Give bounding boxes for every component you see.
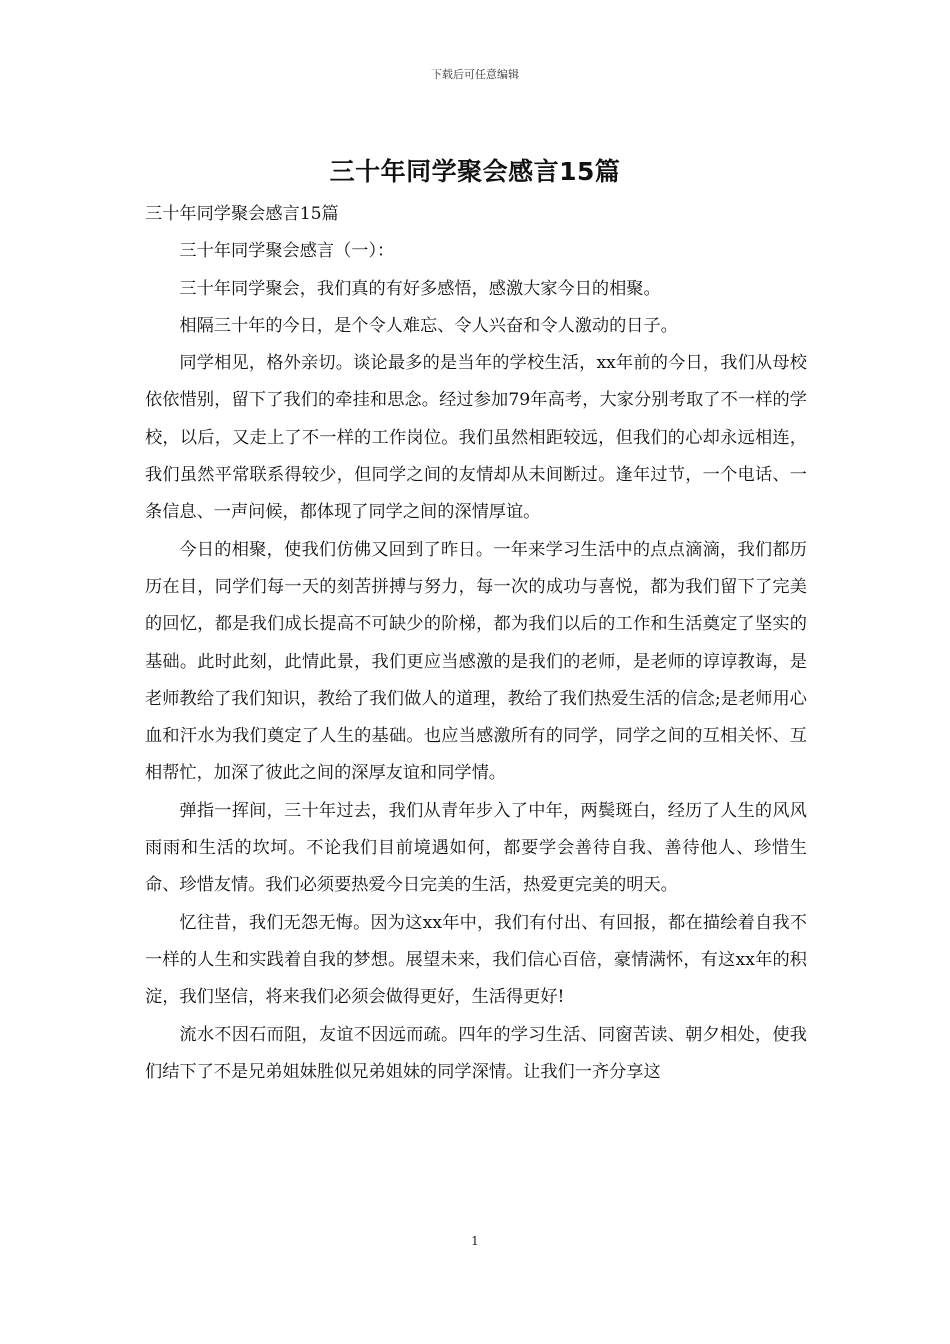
paragraph: 相隔三十年的今日，是个令人难忘、令人兴奋和令人激动的日子。 (179, 315, 678, 336)
paragraph: 弹指一挥间，三十年过去，我们从青年步入了中年，两鬓斑白，经历了人生的风风雨雨和生活的坎坷。不论我们目前境遇如何，都要学会善待自我、善待他人、珍惜生命、珍惜友情。我们必须要热爱今日完美的生活，热爱更完美的明天。 (145, 800, 807, 896)
paragraph: 同学相见，格外亲切。谈论最多的是当年的学校生活，xx年前的今日，我们从母校依依惜别，留下了我们的牵挂和思念。经过参加79年高考，大家分别考取了不一样的学校，以后，又走上了不一样的工作岗位。我们虽然相距较远，但我们的心却永远相连，我们虽然平常联系得较少，但同学之间的友情却从未间断过。逢年过节，一个电话、一条信息、一声问候，都体现了同学之间的深情厚谊。 (145, 353, 807, 523)
paragraph: 流水不因石而阻，友谊不因远而疏。四年的学习生活、同窗苦读、朝夕相处，使我们结下了不是兄弟姐妹胜似兄弟姐妹的同学深情。让我们一齐分享这 (145, 1024, 807, 1082)
paragraph: 三十年同学聚会，我们真的有好多感悟，感激大家今日的相聚。 (179, 278, 661, 299)
paragraph: 今日的相聚，使我们仿佛又回到了昨日。一年来学习生活中的点点滴滴，我们都历历在目，同学们每一天的刻苦拼搏与努力，每一次的成功与喜悦，都为我们留下了完美的回忆，都是我们成长提高不可缺少的阶梯，都为我们以后的工作和生活奠定了坚实的基础。此时此刻，此情此景，我们更应当感激的是我们的老师，是老师的谆谆教诲，是老师教给了我们知识，教给了我们做人的道理，教给了我们热爱生活的信念;是老师用心血和汗水为我们奠定了人生的基础。也应当感激所有的同学，同学之间的互相关怀、互相帮忙，加深了彼此之间的深厚友谊和同学情。 (145, 539, 807, 784)
header-note: 下载后可任意编辑 (431, 68, 519, 81)
document-subtitle: 三十年同学聚会感言15篇 (145, 204, 339, 224)
page-number: 1 (471, 1234, 479, 1248)
document-title: 三十年同学聚会感言15篇 (329, 157, 621, 186)
section-heading: 三十年同学聚会感言（一）： (179, 241, 395, 262)
document-body (145, 196, 807, 1091)
paragraph: 忆往昔，我们无怨无悔。因为这xx年中，我们有付出、有回报，都在描绘着自我不一样的人生和实践着自我的梦想。展望未来，我们信心百倍，豪情满怀，有这xx年的积淀，我们坚信，将来我们必须会做得更好，生活得更好! (145, 912, 807, 1008)
